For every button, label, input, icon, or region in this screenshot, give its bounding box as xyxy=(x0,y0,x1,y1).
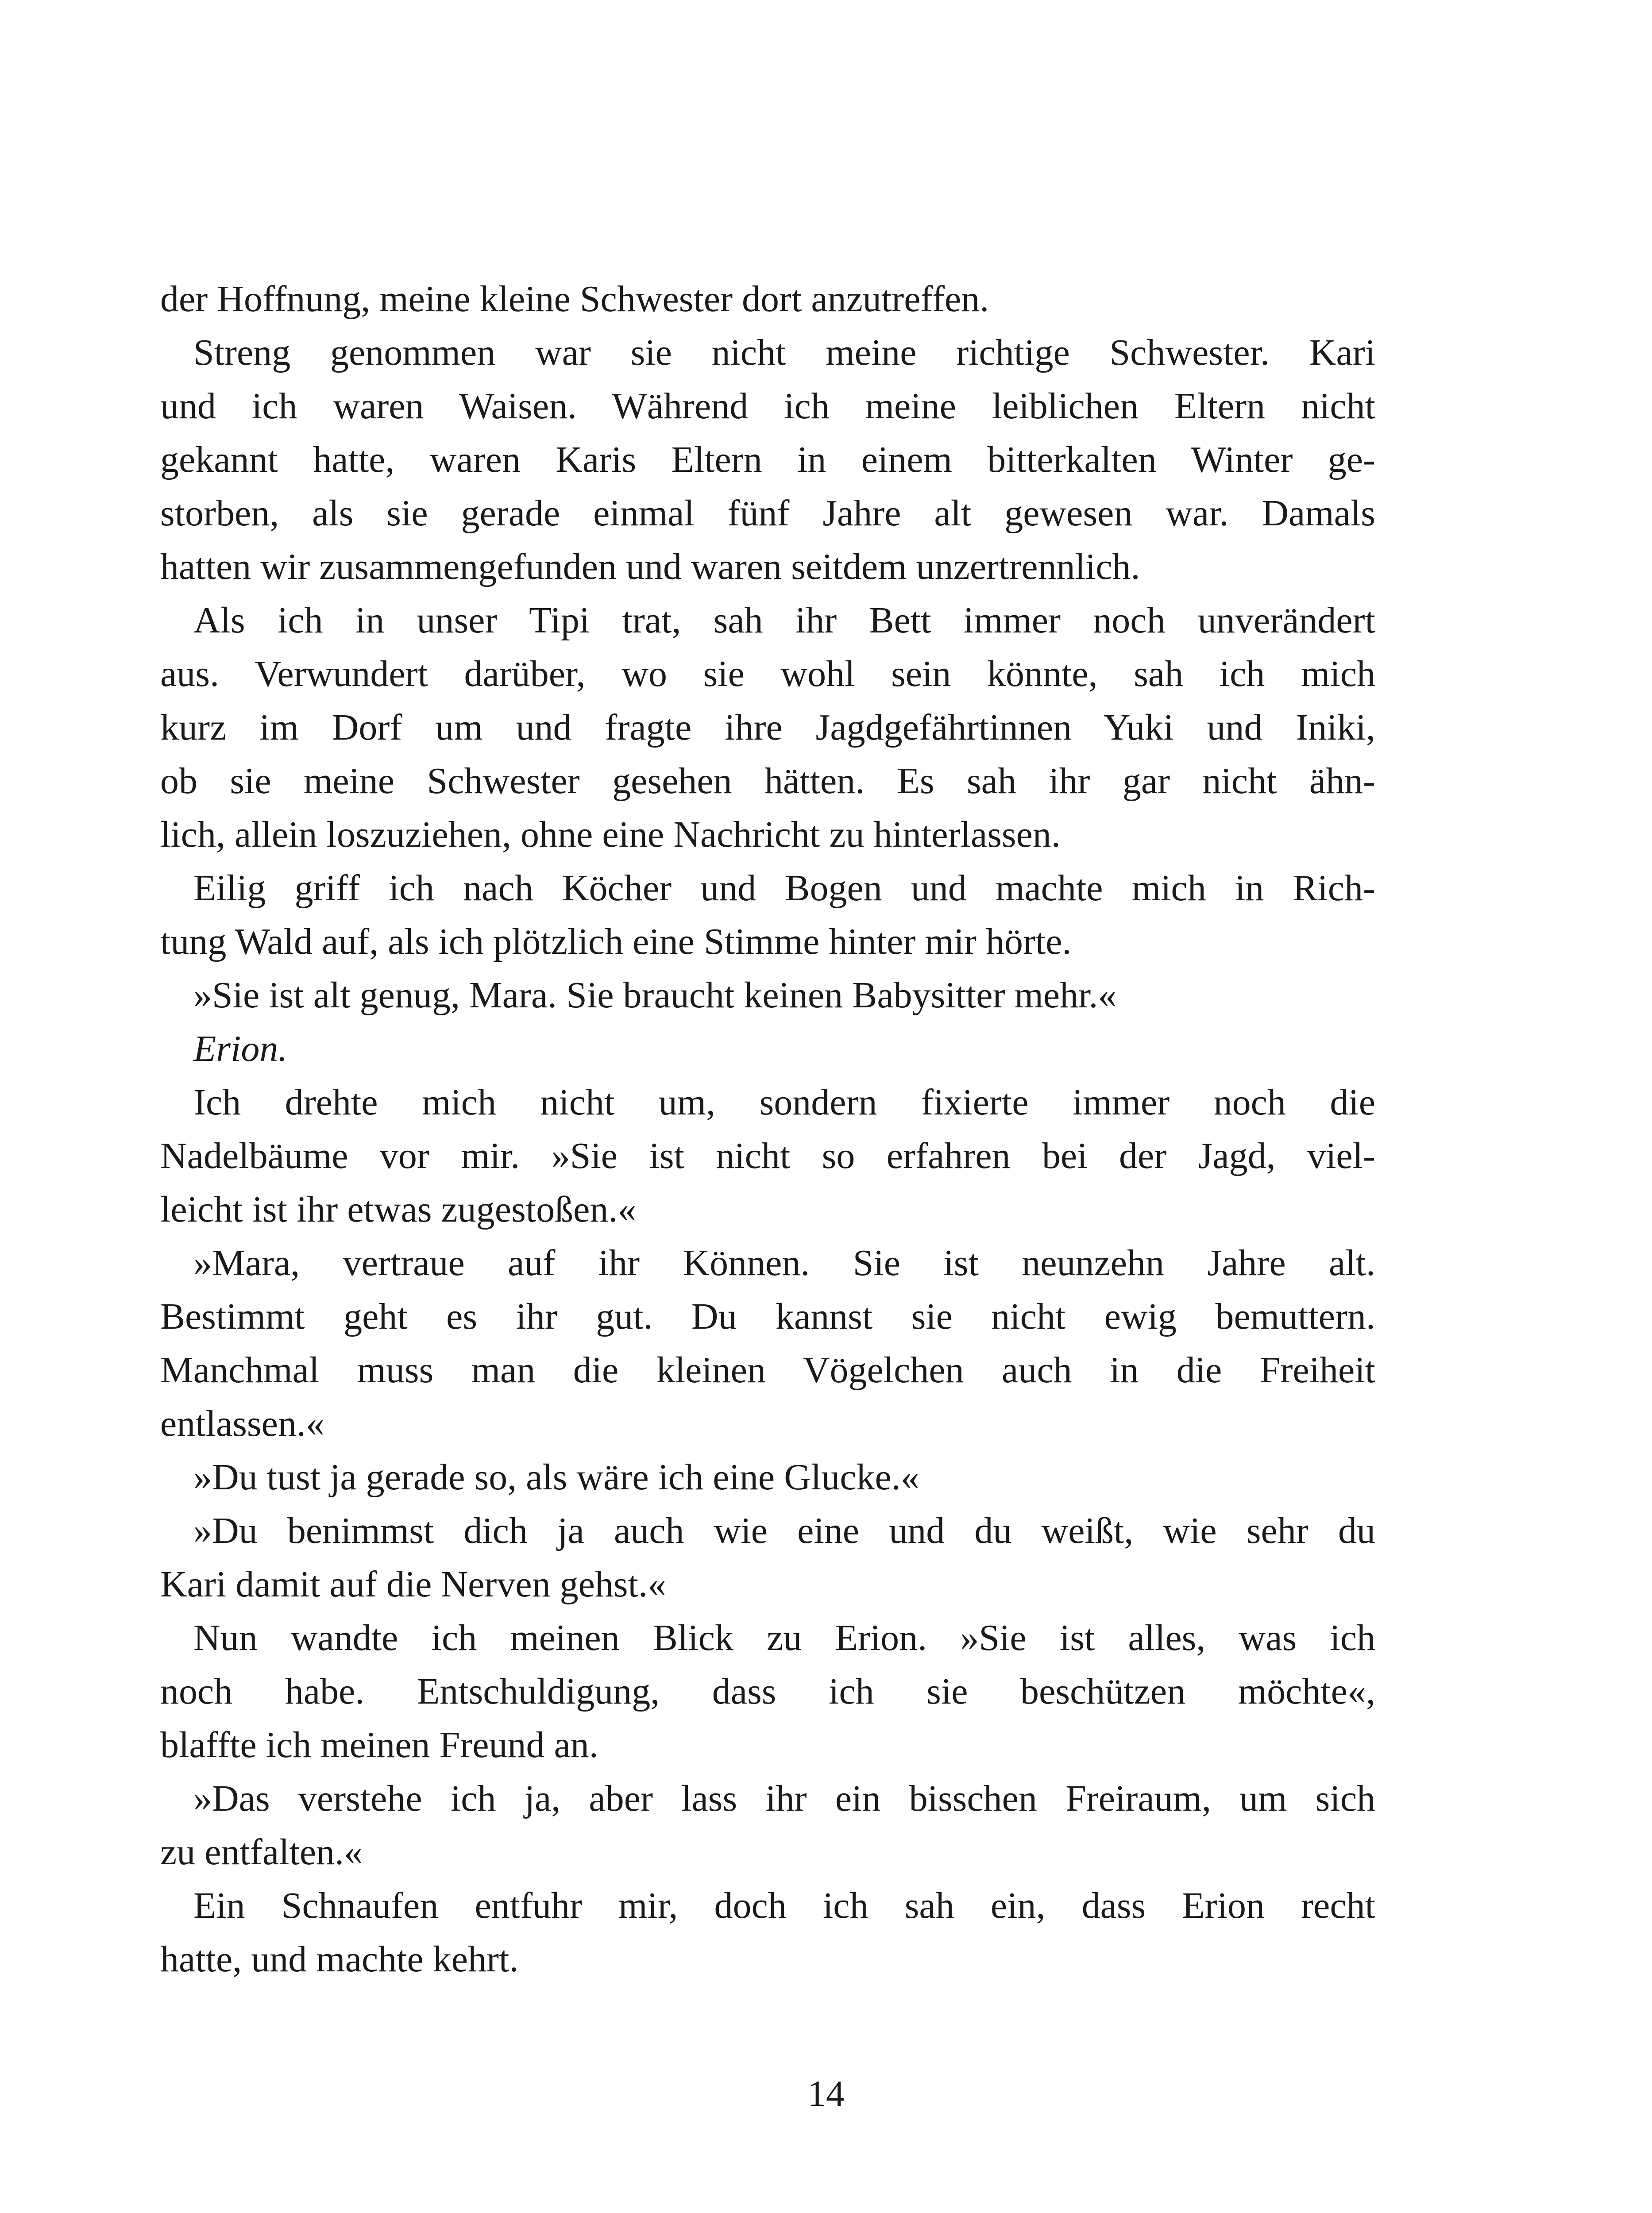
text-line: Manchmal muss man die kleinen Vögelchen auch in die Freiheit xyxy=(160,1349,1375,1391)
text-line: »Mara, vertraue auf ihr Können. Sie ist neunzehn Jahre alt. xyxy=(193,1242,1375,1284)
text-line: tung Wald auf, als ich plötzlich eine Stimme hinter mir hörte. xyxy=(160,921,1072,962)
text-line: Ein Schnaufen entfuhr mir, doch ich sah ein, dass Erion recht xyxy=(193,1885,1375,1926)
text-line: ob sie meine Schwester gesehen hätten. Es sah ihr gar nicht ähn- xyxy=(160,760,1375,802)
text-line: zu entfalten.« xyxy=(160,1831,363,1873)
text-line: leicht ist ihr etwas zugestoßen.« xyxy=(160,1189,637,1230)
text-line: gekannt hatte, waren Karis Eltern in einem bitterkalten Winter ge- xyxy=(160,439,1375,480)
text-line: Erion. xyxy=(193,1028,288,1069)
text-line: Bestimmt geht es ihr gut. Du kannst sie nicht ewig bemuttern. xyxy=(160,1296,1375,1337)
text-line: Eilig griff ich nach Köcher und Bogen und machte mich in Rich- xyxy=(193,867,1375,909)
text-line: aus. Verwundert darüber, wo sie wohl sein könnte, sah ich mich xyxy=(160,653,1375,694)
text-line: »Sie ist alt genug, Mara. Sie braucht keinen Babysitter mehr.« xyxy=(193,975,1117,1016)
body-text xyxy=(160,272,1375,1986)
text-line: Als ich in unser Tipi trat, sah ihr Bett immer noch unverändert xyxy=(193,600,1375,641)
text-line: lich, allein loszuziehen, ohne eine Nachricht zu hinterlassen. xyxy=(160,814,1061,855)
text-line: hatte, und machte kehrt. xyxy=(160,1939,519,1980)
text-line: blaffte ich meinen Freund an. xyxy=(160,1724,598,1766)
text-line: »Du tust ja gerade so, als wäre ich eine Glucke.« xyxy=(193,1457,919,1498)
text-line: kurz im Dorf um und fragte ihre Jagdgefährtinnen Yuki und Iniki, xyxy=(160,707,1375,748)
text-line: und ich waren Waisen. Während ich meine leiblichen Eltern nicht xyxy=(160,386,1375,427)
text-line: hatten wir zusammengefunden und waren seitdem unzertrennlich. xyxy=(160,546,1140,587)
text-line: »Das verstehe ich ja, aber lass ihr ein bisschen Freiraum, um sich xyxy=(193,1778,1375,1819)
text-line: der Hoffnung, meine kleine Schwester dort anzutreffen. xyxy=(160,278,989,320)
text-line: Nun wandte ich meinen Blick zu Erion. »Sie ist alles, was ich xyxy=(193,1617,1375,1658)
text-line: storben, als sie gerade einmal fünf Jahre alt gewesen war. Damals xyxy=(160,493,1375,534)
text-line: Streng genommen war sie nicht meine richtige Schwester. Kari xyxy=(193,332,1375,373)
text-line: Kari damit auf die Nerven gehst.« xyxy=(160,1564,666,1605)
page-number: 14 xyxy=(807,2073,845,2114)
text-line: Ich drehte mich nicht um, sondern fixierte immer noch die xyxy=(193,1082,1375,1123)
text-line: entlassen.« xyxy=(160,1403,324,1444)
text-line: »Du benimmst dich ja auch wie eine und du weißt, wie sehr du xyxy=(193,1510,1375,1551)
text-line: noch habe. Entschuldigung, dass ich sie beschützen möchte«, xyxy=(160,1671,1375,1712)
text-line: Nadelbäume vor mir. »Sie ist nicht so erfahren bei der Jagd, viel- xyxy=(160,1135,1375,1176)
